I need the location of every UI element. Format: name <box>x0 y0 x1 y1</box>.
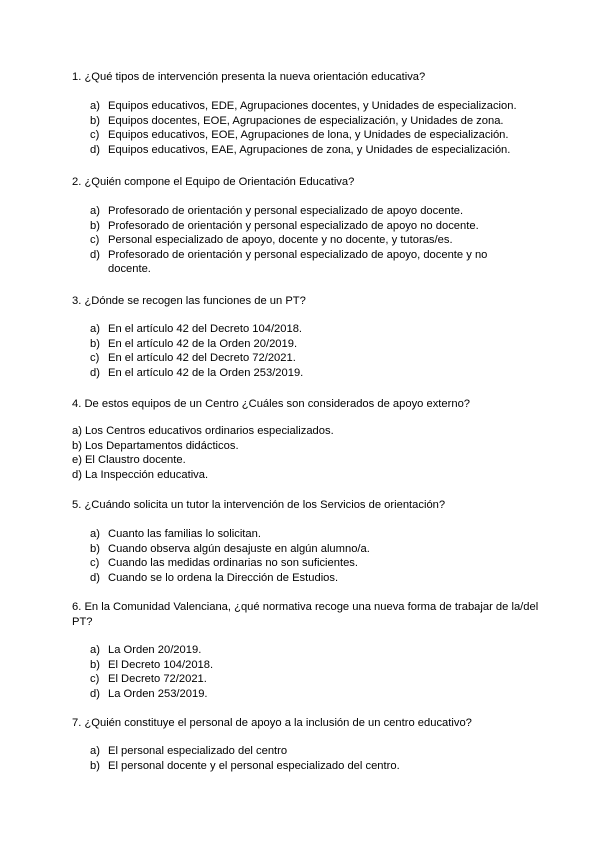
question-5: 5. ¿Cuándo solicita un tutor la intervención de los Servicios de orientación? <box>72 499 446 511</box>
option-text: En el artículo 42 de la Orden 20/2019. <box>108 337 298 350</box>
question-3-options <box>90 322 303 380</box>
option-6a <box>90 643 213 658</box>
option-2a <box>90 204 488 219</box>
option-7a <box>90 744 400 759</box>
question-3: 3. ¿Dónde se recogen las funciones de un PT? <box>72 295 306 307</box>
option-4a <box>72 424 334 439</box>
option-text: Cuando las medidas ordinarias no son suficientes. <box>108 557 358 570</box>
question-4: 4. De estos equipos de un Centro ¿Cuáles son considerados de apoyo externo? <box>72 398 471 410</box>
option-letter: b) <box>90 658 100 671</box>
option-text: Equipos educativos, EAE, Agrupaciones de zona, y Unidades de especialización. <box>108 143 511 156</box>
question-6: 6. En la Comunidad Valenciana, ¿qué normativa recoge una nueva forma de trabajar de la/del PT? <box>72 601 539 628</box>
option-letter: d) <box>90 248 100 261</box>
option-letter: a) <box>90 528 100 540</box>
option-text: Equipos educativos, EOE, Agrupaciones de lona, y Unidades de especialización. <box>108 129 509 142</box>
option-4c <box>72 453 334 468</box>
option-text: La Orden 20/2019. <box>108 644 202 656</box>
option-letter: d) <box>90 687 100 700</box>
option-letter: a) <box>72 425 82 437</box>
option-text: Cuando observa algún desajuste en algún alumno/a. <box>108 542 370 555</box>
option-text: El personal docente y el personal especializado del centro. <box>108 759 400 772</box>
option-letter: b) <box>90 542 100 555</box>
option-letter: a) <box>90 745 100 757</box>
question-5-options <box>90 527 370 585</box>
option-letter: d) <box>90 143 100 156</box>
option-6c <box>90 672 213 687</box>
option-letter: d) <box>72 468 82 481</box>
option-text: Personal especializado de apoyo, docente y no docente, y tutoras/es. <box>108 234 453 247</box>
option-letter: b) <box>90 114 100 127</box>
question-6-options <box>90 643 213 701</box>
option-letter: c) <box>90 352 100 365</box>
option-3b <box>90 337 303 352</box>
option-6b <box>90 658 213 673</box>
option-2b <box>90 219 488 234</box>
option-text: El Decreto 104/2018. <box>108 658 214 671</box>
question-7-options <box>90 744 400 773</box>
option-6d <box>90 687 213 702</box>
option-text: La Inspección educativa. <box>84 468 209 481</box>
option-1a <box>90 99 517 114</box>
option-5d <box>90 571 370 586</box>
option-letter: b) <box>90 759 100 772</box>
option-letter: c) <box>90 234 100 247</box>
question-4-options <box>72 424 334 482</box>
option-text: Los Centros educativos ordinarios especializados. <box>84 425 334 437</box>
option-text: Cuanto las familias lo solicitan. <box>108 528 261 540</box>
option-text: Profesorado de orientación y personal especializado de apoyo docente. <box>108 205 464 217</box>
option-letter: b) <box>72 439 82 452</box>
option-text: En el artículo 42 del Decreto 72/2021. <box>108 352 296 365</box>
option-2c <box>90 233 488 248</box>
option-1c <box>90 128 517 143</box>
option-4d <box>72 468 334 483</box>
option-letter: c) <box>90 673 100 686</box>
option-letter: a) <box>90 644 100 656</box>
question-7: 7. ¿Quién constituye el personal de apoyo a la inclusión de un centro educativo? <box>72 717 472 729</box>
option-letter: a) <box>90 323 100 335</box>
option-1d <box>90 143 517 158</box>
option-letter: a) <box>90 205 100 217</box>
option-text: Cuando se lo ordena la Dirección de Estudios. <box>108 571 339 584</box>
option-letter: a) <box>90 100 100 112</box>
option-3a <box>90 322 303 337</box>
option-letter: c) <box>90 557 100 570</box>
option-letter: e) <box>72 454 82 467</box>
option-text: Equipos educativos, EDE, Agrupaciones docentes, y Unidades de especializacion. <box>108 100 517 112</box>
question-2: 2. ¿Quién compone el Equipo de Orientación Educativa? <box>72 176 355 188</box>
option-text: En el artículo 42 del Decreto 104/2018. <box>108 323 303 335</box>
option-text: La Orden 253/2019. <box>108 687 208 700</box>
option-letter: c) <box>90 129 100 142</box>
option-text: El personal especializado del centro <box>108 745 288 757</box>
question-2-options <box>90 204 488 277</box>
option-7b <box>90 759 400 774</box>
option-5a <box>90 527 370 542</box>
option-text: En el artículo 42 de la Orden 253/2019. <box>108 366 304 379</box>
question-1-options <box>90 99 517 157</box>
option-text: El Claustro docente. <box>84 454 186 467</box>
option-letter: d) <box>90 366 100 379</box>
option-1b <box>90 114 517 129</box>
option-3d <box>90 366 303 381</box>
option-5b <box>90 542 370 557</box>
question-1: 1. ¿Qué tipos de intervención presenta la nueva orientación educativa? <box>72 71 426 83</box>
option-5c <box>90 556 370 571</box>
option-text: El Decreto 72/2021. <box>108 673 207 686</box>
option-letter: b) <box>90 219 100 232</box>
option-letter: d) <box>90 571 100 584</box>
option-3c <box>90 351 303 366</box>
option-4b <box>72 439 334 454</box>
option-text: Los Departamentos didácticos. <box>84 439 239 452</box>
option-letter: b) <box>90 337 100 350</box>
option-text: Profesorado de orientación y personal especializado de apoyo, docente y no docente. <box>108 248 488 276</box>
option-text: Profesorado de orientación y personal especializado de apoyo no docente. <box>108 219 479 232</box>
option-2d <box>90 248 488 277</box>
option-text: Equipos docentes, EOE, Agrupaciones de especialización, y Unidades de zona. <box>108 114 504 127</box>
